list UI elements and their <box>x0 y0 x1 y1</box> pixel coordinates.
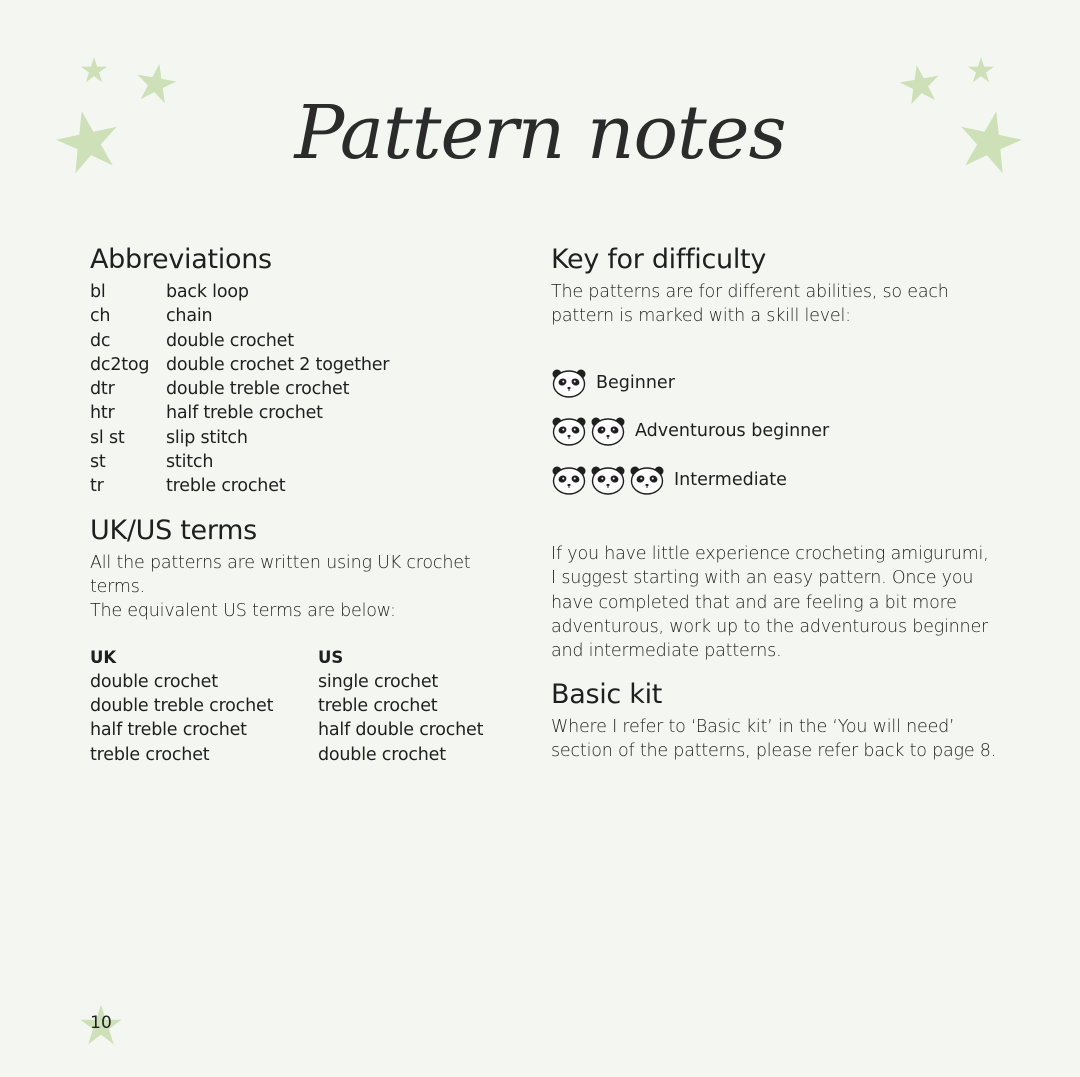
terms-table <box>90 646 520 767</box>
terms-table-header <box>90 646 520 670</box>
abbreviation-value: treble crochet <box>166 476 286 497</box>
abbreviation-value: double crochet 2 together <box>166 354 390 375</box>
difficulty-level-intermediate <box>551 456 1011 505</box>
uk-term: treble crochet <box>90 744 210 765</box>
abbreviation-key: dc2tog <box>90 354 150 375</box>
advice-line: I suggest starting with an easy pattern. Once you <box>551 568 974 589</box>
abbreviation-row <box>90 280 520 304</box>
advice-line: have completed that and are feeling a bit more <box>551 592 957 613</box>
uk-term: double crochet <box>90 671 218 692</box>
abbreviation-value: double crochet <box>166 330 294 351</box>
terms-intro-line: The equivalent US terms are below: <box>90 601 396 622</box>
difficulty-advice <box>551 542 1011 663</box>
difficulty-level-adventurous-beginner <box>551 407 1011 456</box>
difficulty-intro-line: pattern is marked with a skill level: <box>551 306 851 327</box>
abbreviation-row <box>90 304 520 328</box>
abbreviation-key: st <box>90 452 106 473</box>
abbreviation-key: htr <box>90 403 115 424</box>
panda-icon <box>551 464 587 496</box>
abbreviation-row <box>90 353 520 377</box>
page-number-badge <box>78 1003 124 1047</box>
basic-kit-text <box>551 715 1011 764</box>
panda-icon <box>590 415 626 447</box>
abbreviation-value: stitch <box>166 452 214 473</box>
advice-line: and intermediate patterns. <box>551 641 782 662</box>
terms-row <box>90 670 520 694</box>
abbreviation-row <box>90 329 520 353</box>
abbreviation-key: sl st <box>90 427 125 448</box>
abbreviation-key: tr <box>90 476 104 497</box>
advice-line: If you have little experience crocheting amigurumi, <box>551 544 989 565</box>
uk-term: half treble crochet <box>90 720 247 741</box>
abbreviation-key: bl <box>90 282 106 302</box>
terms-row <box>90 694 520 718</box>
panda-icon <box>551 367 587 399</box>
panda-icon <box>629 464 665 496</box>
abbreviation-key: dc <box>90 330 111 351</box>
abbreviation-row <box>90 450 520 474</box>
right-column <box>551 242 1011 763</box>
abbreviations-heading: Abbreviations <box>90 244 272 275</box>
us-term: double crochet <box>318 744 446 765</box>
us-term: treble crochet <box>318 696 438 717</box>
difficulty-label: Intermediate <box>674 469 787 490</box>
us-term: single crochet <box>318 671 439 692</box>
abbreviation-value: chain <box>166 306 213 327</box>
terms-intro <box>90 551 520 624</box>
uk-column-header: UK <box>90 647 117 667</box>
us-column-header: US <box>318 647 344 667</box>
abbreviation-key: ch <box>90 306 111 327</box>
panda-icon <box>551 415 587 447</box>
abbreviation-value: back loop <box>166 282 249 302</box>
uk-us-terms-heading: UK/US terms <box>90 514 257 546</box>
page-number: 10 <box>90 1013 112 1033</box>
difficulty-label: Adventurous beginner <box>635 421 830 442</box>
abbreviation-row <box>90 426 520 450</box>
basic-kit-heading: Basic kit <box>551 678 663 710</box>
left-column <box>90 242 520 767</box>
uk-term: double treble crochet <box>90 696 274 717</box>
panda-icon <box>590 464 626 496</box>
basic-kit-line: Where I refer to ‘Basic kit’ in the ‘You will need’ <box>551 716 955 737</box>
us-term: half double crochet <box>318 720 484 741</box>
terms-intro-line: All the patterns are written using UK crochet terms. <box>90 552 471 597</box>
difficulty-label: Beginner <box>596 372 675 393</box>
abbreviation-value: double treble crochet <box>166 379 350 400</box>
difficulty-intro-line: The patterns are for different abilities, so each <box>551 282 949 302</box>
abbreviation-value: half treble crochet <box>166 403 323 424</box>
basic-kit-line: section of the patterns, please refer back to page 8. <box>551 740 997 761</box>
page-title: Pattern notes <box>294 90 786 176</box>
abbreviation-row <box>90 401 520 425</box>
abbreviation-value: slip stitch <box>166 427 248 448</box>
terms-row <box>90 718 520 742</box>
difficulty-level-beginner <box>551 359 1011 408</box>
terms-row <box>90 743 520 767</box>
difficulty-levels <box>551 359 1011 505</box>
difficulty-heading: Key for difficulty <box>551 244 767 275</box>
abbreviation-key: dtr <box>90 379 115 400</box>
difficulty-intro <box>551 280 1011 329</box>
abbreviation-row <box>90 377 520 401</box>
advice-line: adventurous, work up to the adventurous beginner <box>551 616 989 637</box>
abbreviations-list <box>90 280 520 499</box>
abbreviation-row <box>90 474 520 498</box>
